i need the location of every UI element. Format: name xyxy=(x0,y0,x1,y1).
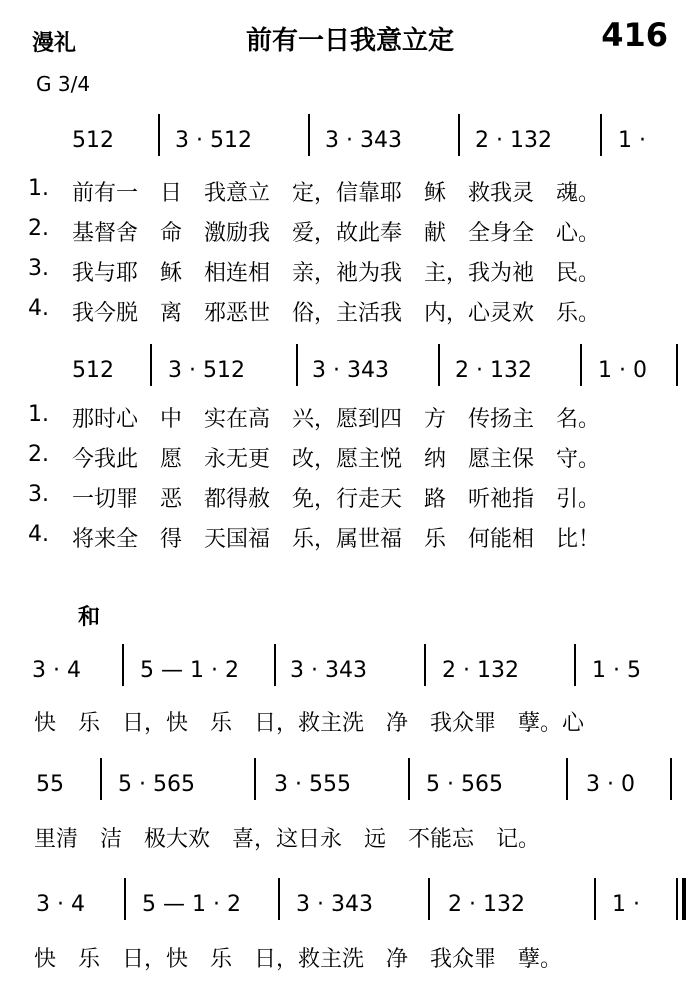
verse-line xyxy=(0,522,700,552)
verse-number: 3. xyxy=(28,482,49,507)
verse-line xyxy=(0,216,700,246)
measure: 3 · 512 xyxy=(175,128,252,153)
measure: 1 · xyxy=(612,892,640,917)
measure: 5 · 565 xyxy=(426,772,503,797)
verse-line xyxy=(0,256,700,286)
final-barline xyxy=(676,878,678,920)
measure: 1 · 0 xyxy=(598,358,647,383)
music-line-1 xyxy=(0,128,700,162)
verse-number: 4. xyxy=(28,296,49,321)
refrain-lyric xyxy=(0,822,700,852)
measure: 55 xyxy=(36,772,64,797)
refrain-music-line xyxy=(0,658,700,692)
barline xyxy=(566,758,568,800)
lyric-text: 快 乐 日，快 乐 日，救主洗 净 我众罪 孽。心 xyxy=(34,711,585,736)
verse-text: 将来全 得 天国福 乐，属世福 乐 何能相 比！ xyxy=(72,527,601,552)
measure: 2 · 132 xyxy=(442,658,519,683)
measure: 3 · 555 xyxy=(274,772,351,797)
barline xyxy=(574,644,576,686)
measure: 3 · 0 xyxy=(586,772,635,797)
refrain-lyric xyxy=(0,942,700,972)
verse-text: 今我此 愿 永无更 改，愿主悦 纳 愿主保 守。 xyxy=(72,447,601,472)
verse-text: 一切罪 恶 都得赦 免，行走天 路 听祂指 引。 xyxy=(72,487,601,512)
barline xyxy=(580,344,582,386)
barline xyxy=(278,878,280,920)
barline xyxy=(150,344,152,386)
verse-line xyxy=(0,442,700,472)
barline xyxy=(296,344,298,386)
barline xyxy=(408,758,410,800)
hymn-title: 前有一日我意立定 xyxy=(245,26,454,56)
verse-number: 2. xyxy=(28,216,49,241)
measure: 3 · 4 xyxy=(36,892,85,917)
barline xyxy=(594,878,596,920)
verse-text: 那时心 中 实在高 兴，愿到四 方 传扬主 名。 xyxy=(72,407,601,432)
measure: 3 · 343 xyxy=(325,128,402,153)
verse-number: 3. xyxy=(28,256,49,281)
hymn-number: 416 xyxy=(601,16,668,54)
refrain-music-line xyxy=(0,772,700,806)
verse-line xyxy=(0,176,700,206)
music-line-2 xyxy=(0,358,700,392)
barline xyxy=(424,644,426,686)
style-label: 漫礼 xyxy=(32,30,77,56)
measure: 1 · 5 xyxy=(592,658,641,683)
measure: 2 · 132 xyxy=(475,128,552,153)
measure: 2 · 132 xyxy=(448,892,525,917)
verse-line xyxy=(0,402,700,432)
measure: 5 — 1 · 2 xyxy=(142,892,241,917)
barline xyxy=(100,758,102,800)
measure: 3 · 343 xyxy=(290,658,367,683)
measure: 512 xyxy=(72,358,114,383)
measure: 2 · 132 xyxy=(455,358,532,383)
refrain-music-line xyxy=(0,892,700,926)
barline xyxy=(458,114,460,156)
measure: 5 — 1 · 2 xyxy=(140,658,239,683)
verse-line xyxy=(0,482,700,512)
measure: 1 · xyxy=(618,128,646,153)
verse-number: 1. xyxy=(28,402,49,427)
verse-number: 1. xyxy=(28,176,49,201)
refrain-lyric xyxy=(0,706,700,736)
lyric-text: 快 乐 日，快 乐 日，救主洗 净 我众罪 孽。 xyxy=(34,947,563,972)
measure: 5 · 565 xyxy=(118,772,195,797)
barline xyxy=(600,114,602,156)
barline xyxy=(158,114,160,156)
barline xyxy=(254,758,256,800)
refrain-label: 和 xyxy=(78,604,101,630)
barline xyxy=(274,644,276,686)
verse-text: 前有一 日 我意立 定，信靠耶 稣 救我灵 魂。 xyxy=(72,181,601,206)
verse-number: 4. xyxy=(28,522,49,547)
barline xyxy=(308,114,310,156)
key-signature: G 3/4 xyxy=(36,72,91,96)
verse-line xyxy=(0,296,700,326)
barline xyxy=(670,758,672,800)
barline xyxy=(122,644,124,686)
measure: 3 · 343 xyxy=(312,358,389,383)
verse-text: 我与耶 稣 相连相 亲，祂为我 主，我为祂 民。 xyxy=(72,261,601,286)
measure: 512 xyxy=(72,128,114,153)
barline xyxy=(676,344,678,386)
lyric-text: 里清 洁 极大欢 喜，这日永 远 不能忘 记。 xyxy=(34,827,541,852)
measure: 3 · 512 xyxy=(168,358,245,383)
measure: 3 · 4 xyxy=(32,658,81,683)
measure: 3 · 343 xyxy=(296,892,373,917)
verse-number: 2. xyxy=(28,442,49,467)
barline xyxy=(428,878,430,920)
final-barline-thick xyxy=(682,878,686,920)
verse-text: 基督舍 命 激励我 爱，故此奉 献 全身全 心。 xyxy=(72,221,601,246)
barline xyxy=(124,878,126,920)
barline xyxy=(438,344,440,386)
verse-text: 我今脱 离 邪恶世 俗，主活我 内，心灵欢 乐。 xyxy=(72,301,601,326)
